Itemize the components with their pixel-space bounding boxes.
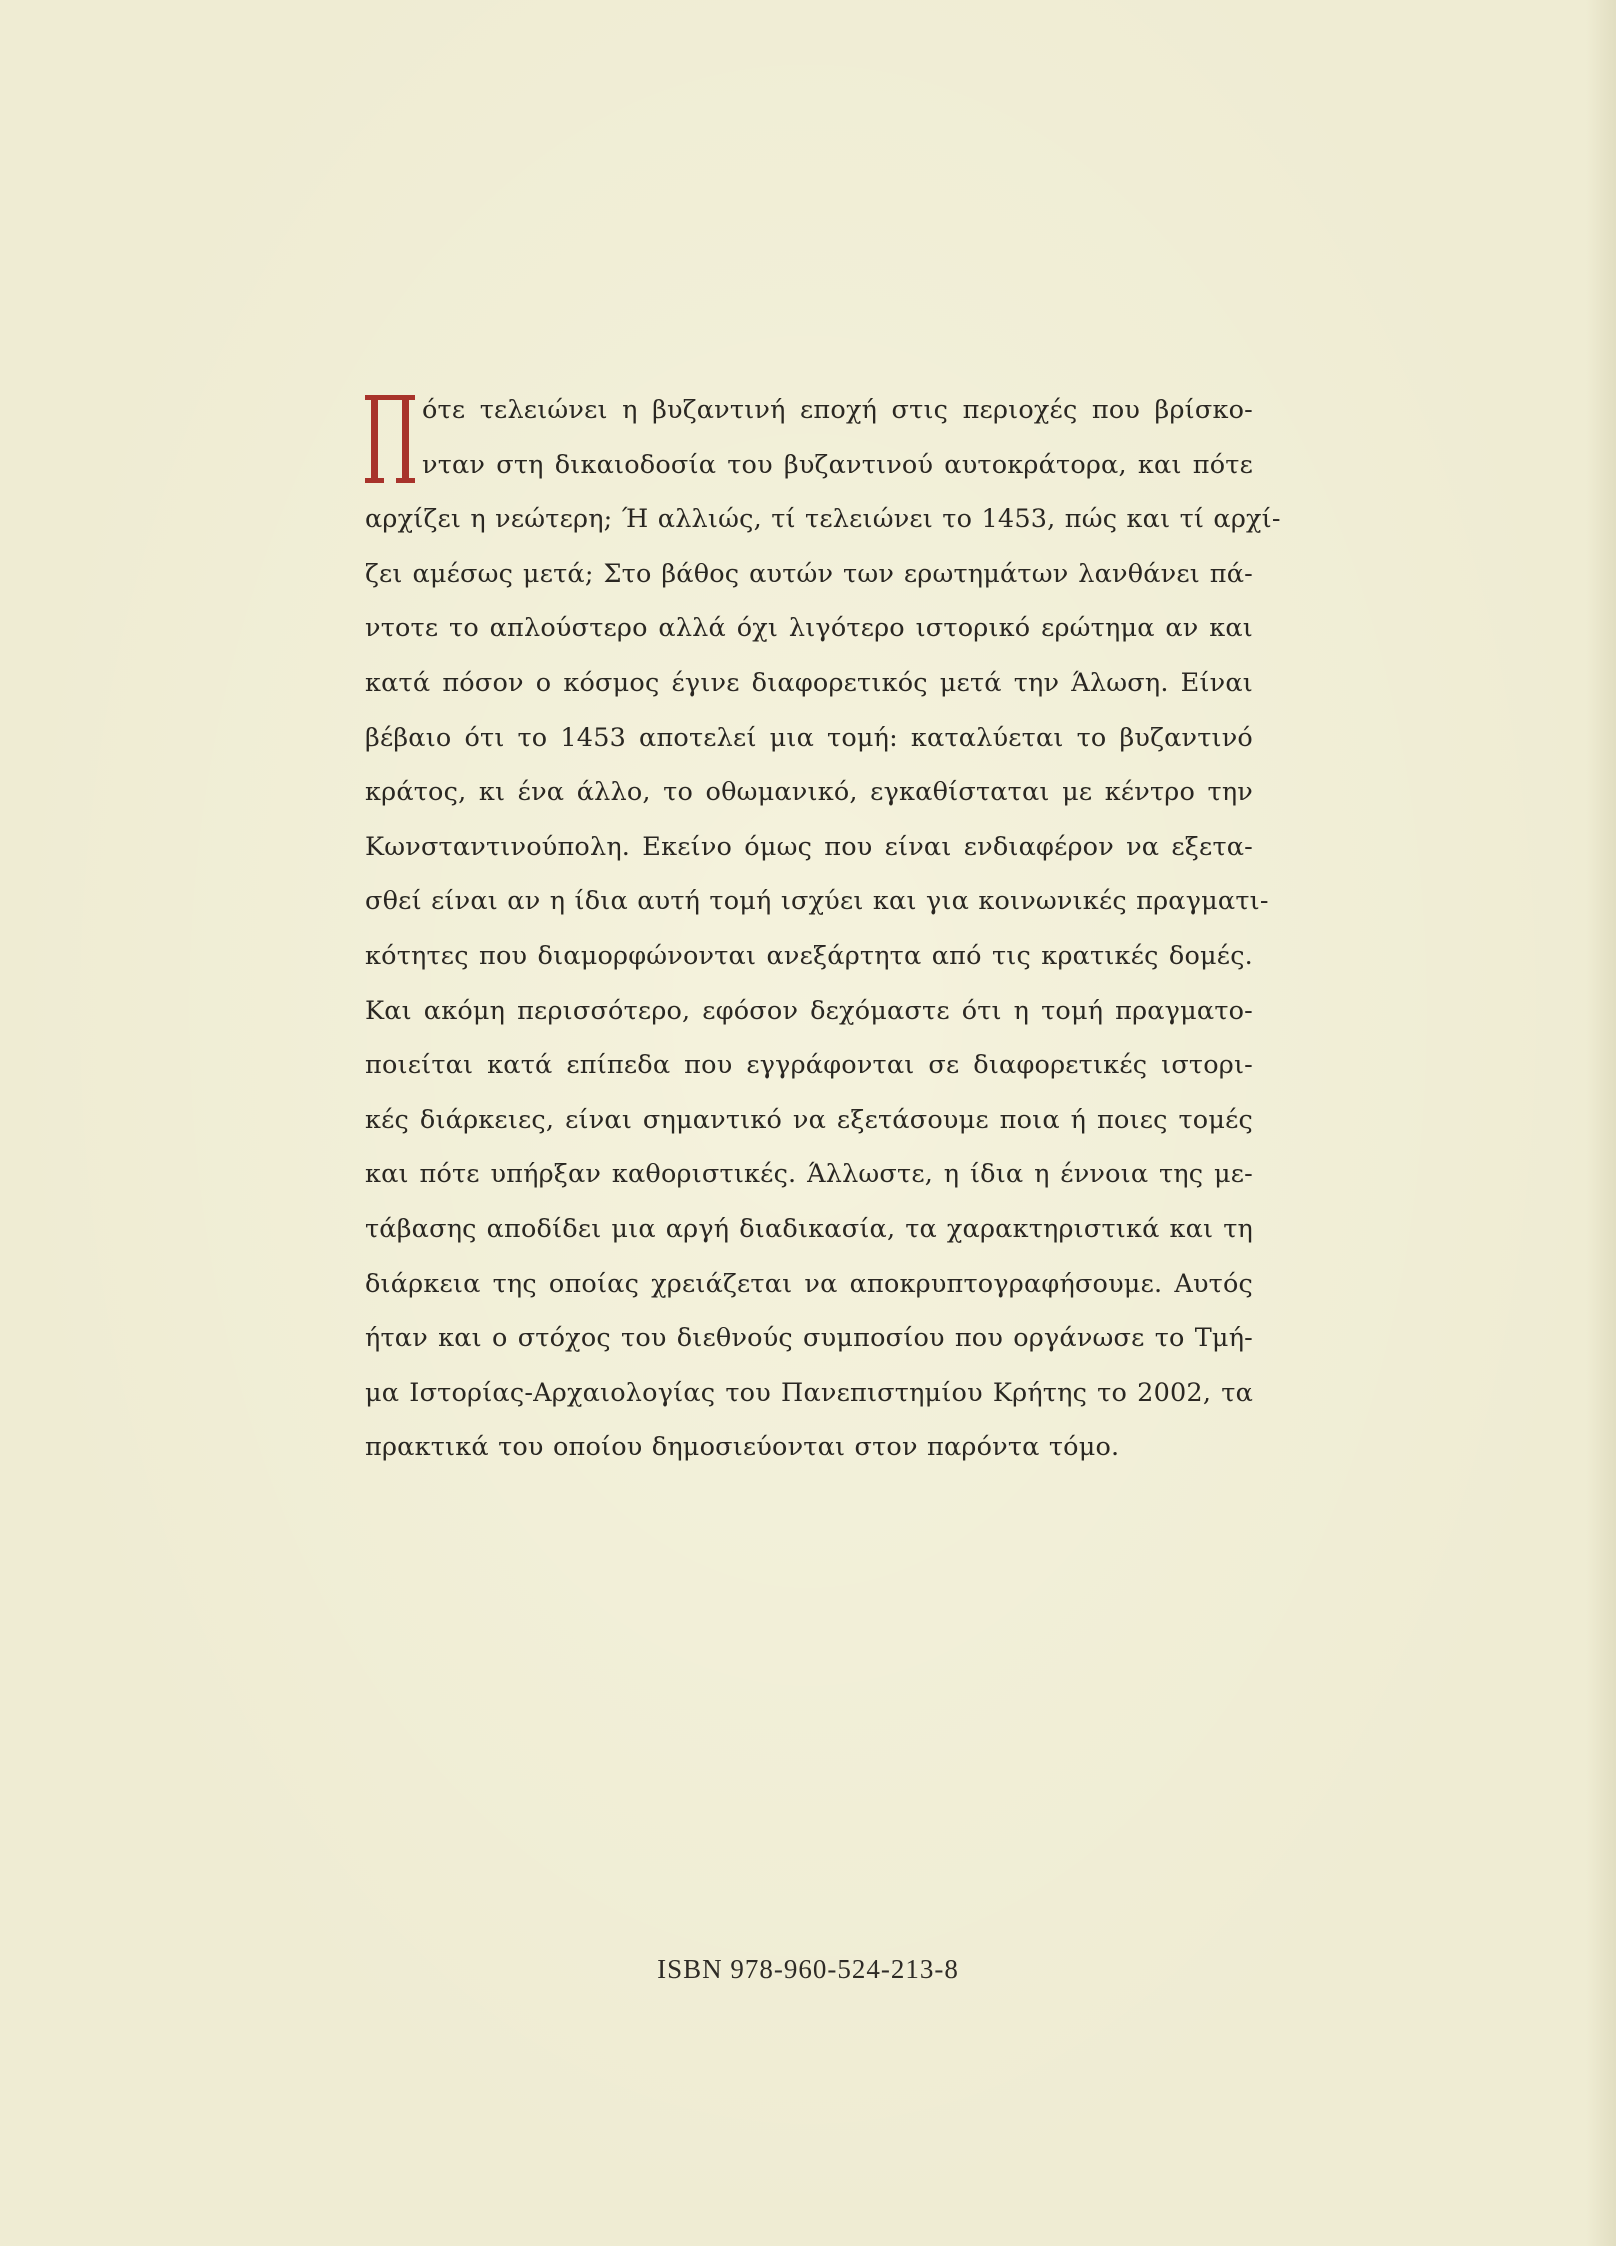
blurb-line: ήταν και ο στόχος του διεθνούς συμποσίου που οργάνωσε το Τμή- <box>365 1323 1253 1354</box>
blurb-line: τάβασης αποδίδει μια αργή διαδικασία, τα χαρακτηριστικά και τη <box>365 1213 1253 1244</box>
isbn-number: ISBN 978-960-524-213-8 <box>657 1954 959 1984</box>
blurb-line: κατά πόσον ο κόσμος έγινε διαφορετικός μετά την Άλωση. Είναι <box>365 667 1253 698</box>
blurb-line: Κωνσταντινούπολη. Εκείνο όμως που είναι ενδιαφέρον να εξετα- <box>365 831 1253 862</box>
blurb-line: Και ακόμη περισσότερο, εφόσον δεχόμαστε ότι η τομή πραγματο- <box>365 995 1253 1026</box>
blurb-line: πρακτικά του οποίου δημοσιεύονται στον παρόντα τόμο. <box>365 1432 1120 1463</box>
blurb-line: ντοτε το απλούστερο αλλά όχι λιγότερο ιστορικό ερώτημα αν και <box>365 613 1253 644</box>
blurb-line: κράτος, κι ένα άλλο, το οθωμανικό, εγκαθίσταται με κέντρο την <box>365 777 1253 808</box>
blurb-line: και πότε υπήρξαν καθοριστικές. Άλλωστε, η ίδια η έννοια της με- <box>365 1159 1253 1190</box>
drop-cap <box>365 395 415 483</box>
blurb-line: σθεί είναι αν η ίδια αυτή τομή ισχύει και για κοινωνικές πραγματι- <box>365 886 1269 917</box>
blurb-line: ότε τελειώνει η βυζαντινή εποχή στις περιοχές που βρίσκο- <box>422 395 1253 425</box>
blurb-line: διάρκεια της οποίας χρειάζεται να αποκρυπτογραφήσουμε. Αυτός <box>365 1268 1253 1299</box>
blurb-line: βέβαιο ότι το 1453 αποτελεί μια τομή: καταλύεται το βυζαντινό <box>365 722 1253 753</box>
blurb-line: νταν στη δικαιοδοσία του βυζαντινού αυτοκράτορα, και πότε <box>422 449 1253 480</box>
blurb-text <box>365 383 1281 1475</box>
blurb-line: κές διάρκειες, είναι σημαντικό να εξετάσουμε ποια ή ποιες τομές <box>365 1104 1253 1135</box>
blurb-line: ποιείται κατά επίπεδα που εγγράφονται σε διαφορετικές ιστορι- <box>365 1050 1253 1081</box>
blurb-line: ζει αμέσως μετά; Στο βάθος αυτών των ερωτημάτων λανθάνει πά- <box>365 558 1253 589</box>
blurb-line: μα Ιστορίας-Αρχαιολογίας του Πανεπιστημίου Κρήτης το 2002, τα <box>365 1377 1253 1408</box>
blurb-line: κότητες που διαμορφώνονται ανεξάρτητα από τις κρατικές δομές. <box>365 940 1253 971</box>
blurb-line: αρχίζει η νεώτερη; Ή αλλιώς, τί τελειώνει το 1453, πώς και τί αρχί- <box>365 504 1281 535</box>
